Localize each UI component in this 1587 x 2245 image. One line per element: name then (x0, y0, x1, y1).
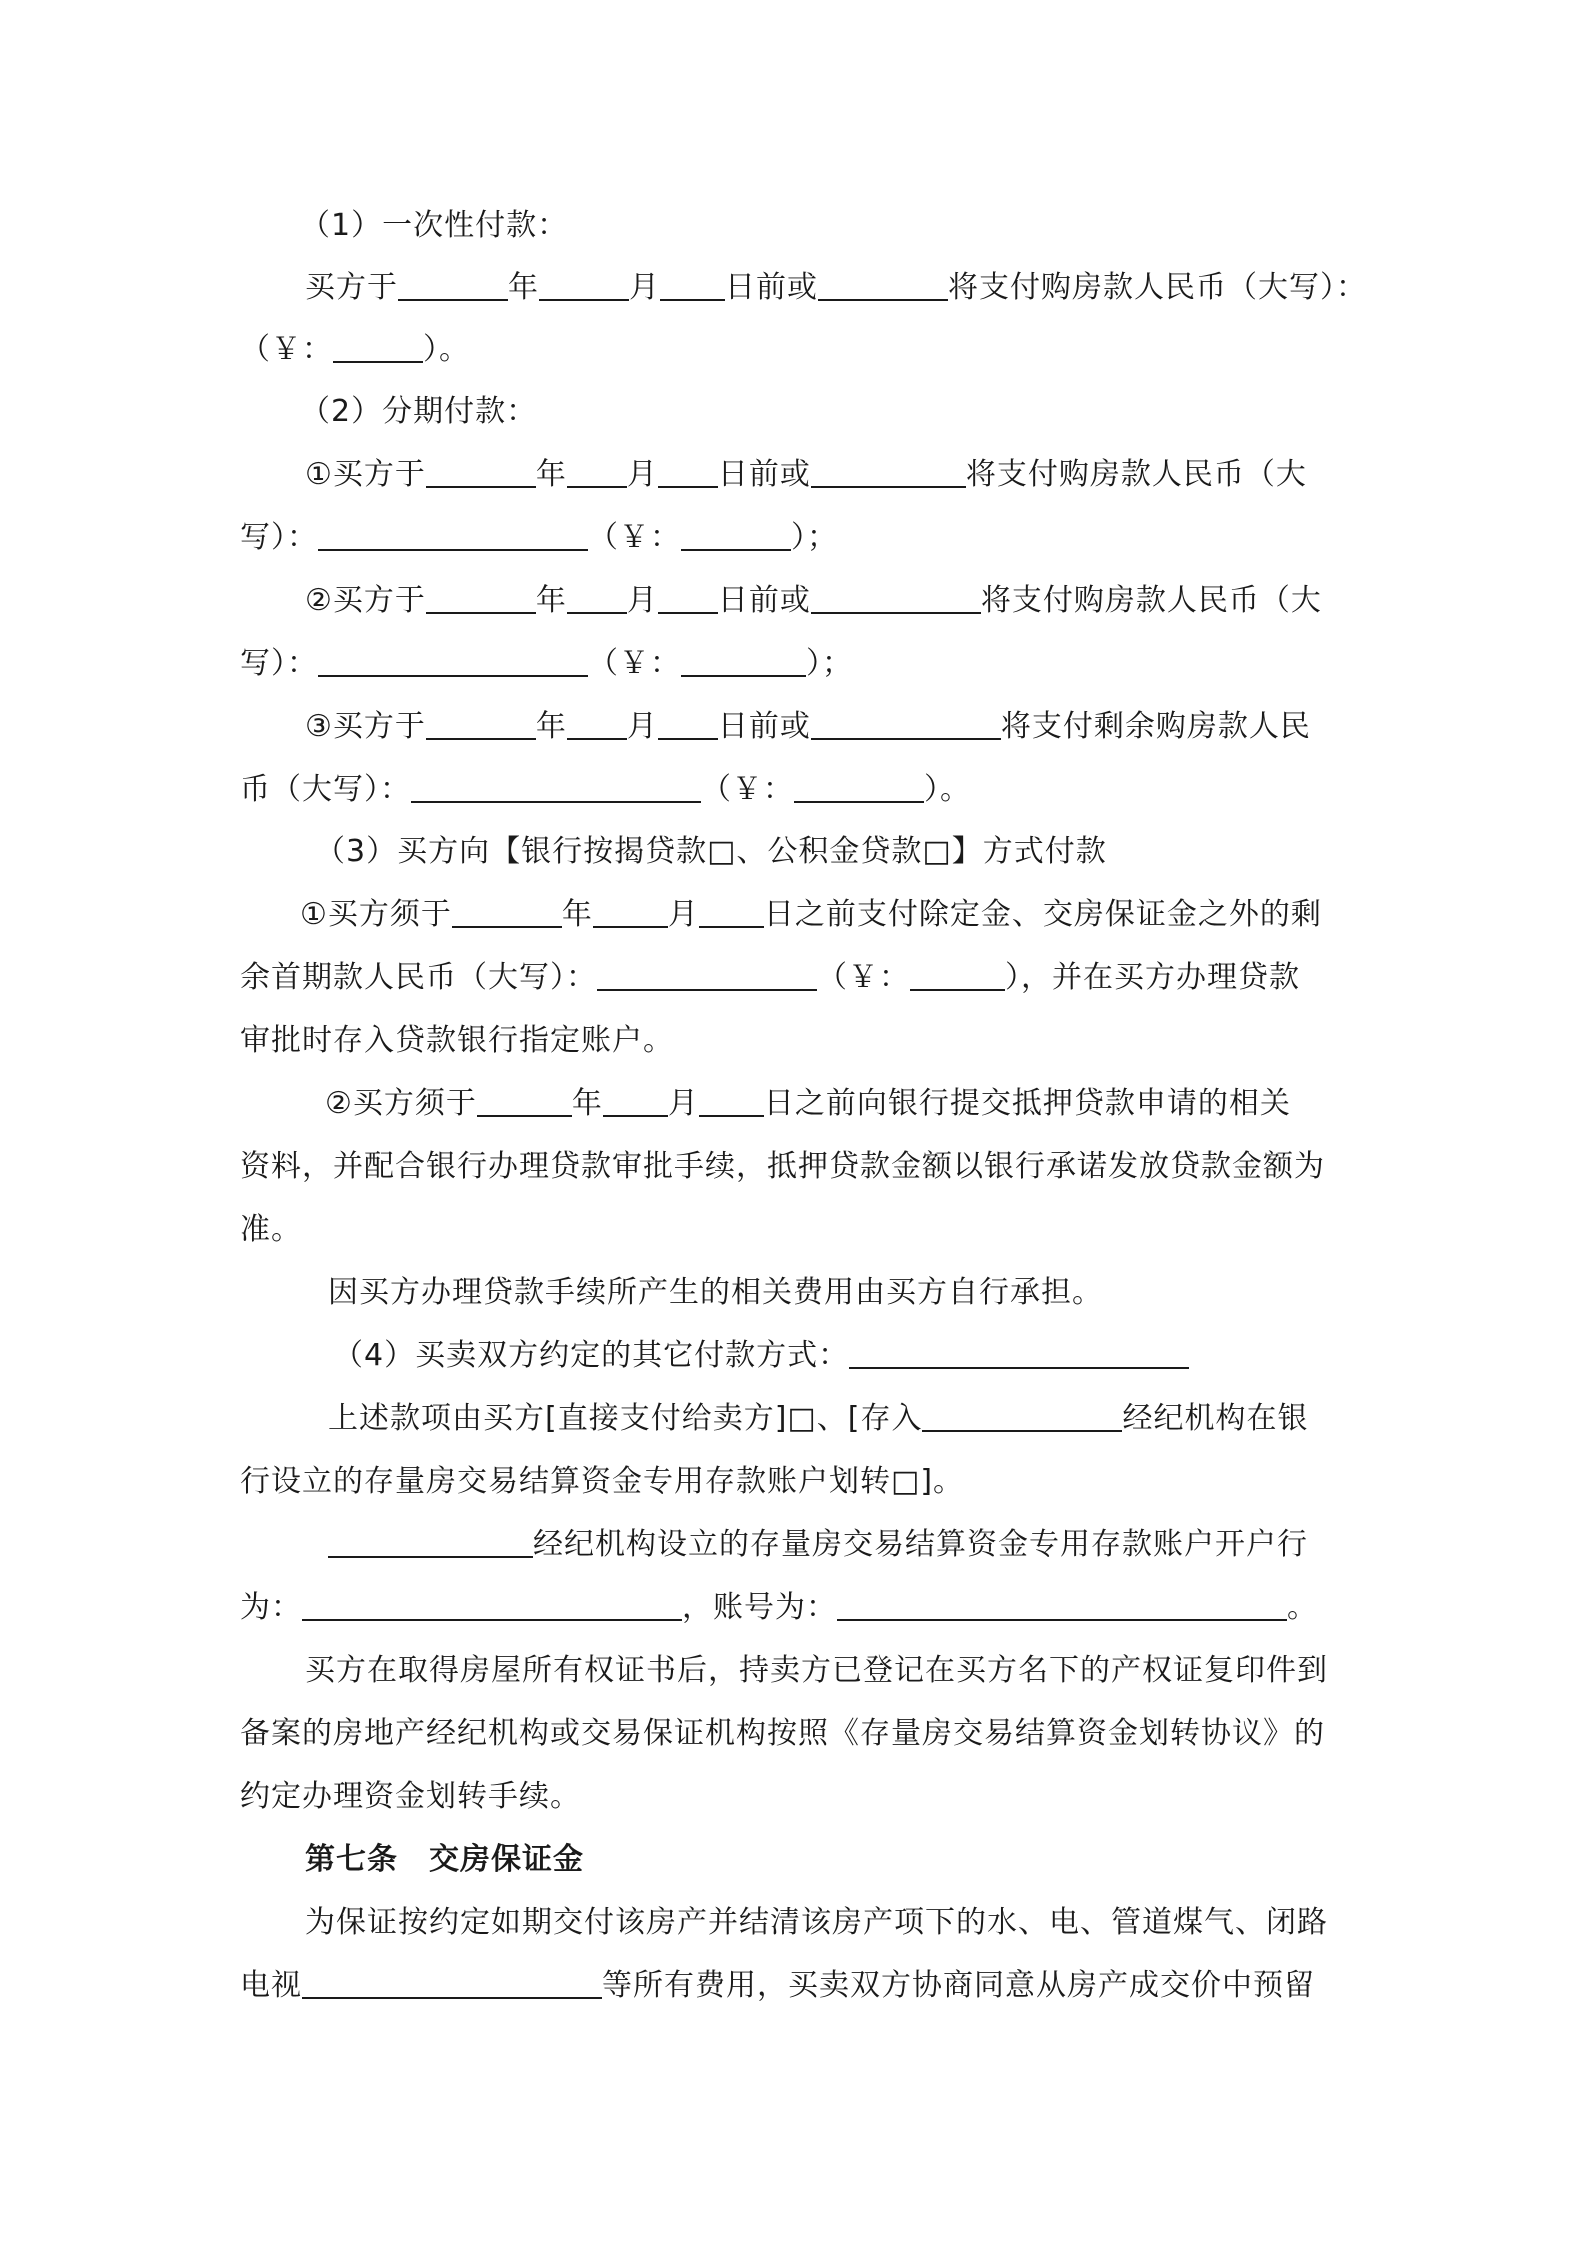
blank-field[interactable] (452, 896, 562, 928)
blank-field[interactable] (818, 269, 948, 301)
article-7-line-1 (305, 1903, 1420, 1943)
text: 审批时存入贷款银行指定账户。 (240, 1023, 674, 1058)
text: ，账号为： (682, 1590, 837, 1625)
text: 月 (626, 583, 658, 618)
text: （4）买卖双方约定的其它付款方式： (333, 1338, 850, 1373)
text: 币（大写）： (240, 772, 411, 807)
text: 月 (629, 270, 660, 305)
text: 日之前支付除定金、交房保证金之外的剩 (763, 897, 1322, 932)
section-1-label (300, 206, 1415, 246)
section-1-line-2 (240, 330, 1355, 370)
text: 写）： (240, 646, 318, 681)
blank-field[interactable] (658, 582, 718, 614)
text: ①买方于 (305, 457, 426, 492)
installment-1-line-1 (305, 455, 1420, 495)
blank-field[interactable] (658, 708, 718, 740)
article-7-line-2 (240, 1966, 1355, 2006)
blank-field[interactable] (681, 645, 806, 677)
text: （￥： (588, 520, 681, 555)
blank-field[interactable] (597, 959, 817, 991)
blank-field[interactable] (922, 1400, 1122, 1432)
text: （￥： (588, 646, 681, 681)
text: 日前或 (717, 583, 811, 618)
loan-fee-line (328, 1273, 1443, 1313)
text: ）； (791, 520, 838, 555)
section-1-line-1 (305, 268, 1420, 308)
text: 经纪机构在银 (1122, 1401, 1309, 1436)
blank-field[interactable] (699, 1085, 764, 1117)
text: ），并在买方办理贷款 (1005, 960, 1300, 995)
article-7-title (305, 1840, 1420, 1880)
text: 买方于 (305, 270, 398, 305)
text: 日前或 (717, 457, 811, 492)
blank-field[interactable] (658, 456, 718, 488)
text: 第七条 交房保证金 (305, 1842, 584, 1877)
blank-field[interactable] (426, 708, 536, 740)
blank-field[interactable] (318, 519, 588, 551)
blank-field[interactable] (426, 456, 536, 488)
text: 将支付购房款人民币（大写）： (948, 270, 1367, 305)
blank-field[interactable] (593, 896, 668, 928)
installment-3-line-2 (240, 770, 1355, 810)
text: （2）分期付款： (300, 394, 538, 429)
blank-field[interactable] (477, 1085, 572, 1117)
text: 月 (667, 1086, 699, 1121)
text: 为： (240, 1590, 302, 1625)
loan-2-line-1 (325, 1084, 1440, 1124)
text: 年 (561, 897, 593, 932)
text: ②买方须于 (325, 1086, 477, 1121)
text: 准。 (240, 1212, 302, 1247)
text: （￥： (701, 772, 794, 807)
text: （3）买方向【银行按揭贷款□、公积金贷款□】方式付款 (315, 834, 1107, 869)
text: 余首期款人民币（大写）： (240, 960, 597, 995)
text: 年 (535, 709, 567, 744)
blank-field[interactable] (567, 456, 627, 488)
installment-3-line-1 (305, 707, 1420, 747)
loan-2-line-3 (240, 1210, 1355, 1250)
text: ）。 (423, 332, 470, 367)
text: （1）一次性付款： (300, 208, 569, 243)
transfer-line-2 (240, 1714, 1355, 1754)
section-4-line (333, 1336, 1448, 1376)
blank-field[interactable] (567, 582, 627, 614)
loan-2-line-2 (240, 1147, 1355, 1187)
blank-field[interactable] (398, 269, 508, 301)
blank-field[interactable] (811, 456, 966, 488)
text: ③买方于 (305, 709, 426, 744)
blank-field[interactable] (837, 1589, 1287, 1621)
blank-field[interactable] (681, 519, 791, 551)
text: 年 (535, 583, 567, 618)
text: （￥： (240, 332, 333, 367)
blank-field[interactable] (539, 269, 629, 301)
text: 日前或 (725, 270, 818, 305)
blank-field[interactable] (910, 959, 1005, 991)
text: 月 (626, 709, 658, 744)
text: 日之前向银行提交抵押贷款申请的相关 (763, 1086, 1291, 1121)
text: 将支付剩余购房款人民 (1000, 709, 1311, 744)
text: ①买方须于 (300, 897, 452, 932)
text: 备案的房地产经纪机构或交易保证机构按照《存量房交易结算资金划转协议》的 (240, 1716, 1325, 1751)
loan-1-line-2 (240, 958, 1355, 998)
blank-field[interactable] (660, 269, 725, 301)
blank-field[interactable] (603, 1085, 668, 1117)
text: 将支付购房款人民币（大 (965, 457, 1307, 492)
account-line-1 (328, 1399, 1443, 1439)
text: 电视 (240, 1968, 302, 2003)
blank-field[interactable] (426, 582, 536, 614)
installment-2-line-1 (305, 581, 1420, 621)
text: 月 (626, 457, 658, 492)
text: 日前或 (717, 709, 811, 744)
text: 经纪机构设立的存量房交易结算资金专用存款账户开户行 (533, 1527, 1308, 1562)
text: 行设立的存量房交易结算资金专用存款账户划转□]。 (240, 1464, 965, 1499)
section-3-label (315, 832, 1430, 872)
account-line-2 (240, 1462, 1355, 1502)
text: 因买方办理贷款手续所产生的相关费用由买方自行承担。 (328, 1275, 1103, 1310)
section-2-label (300, 392, 1415, 432)
blank-field[interactable] (849, 1337, 1189, 1369)
blank-field[interactable] (333, 331, 423, 363)
text: 写）： (240, 520, 318, 555)
blank-field[interactable] (302, 1967, 602, 1999)
loan-1-line-1 (300, 895, 1415, 935)
blank-field[interactable] (811, 708, 1001, 740)
blank-field[interactable] (302, 1589, 682, 1621)
text: 等所有费用，买卖双方协商同意从房产成交价中预留 (602, 1968, 1315, 2003)
blank-field[interactable] (318, 645, 588, 677)
text: ）； (806, 646, 853, 681)
text: 年 (508, 270, 539, 305)
text: 年 (571, 1086, 603, 1121)
installment-1-line-2 (240, 518, 1355, 558)
blank-field[interactable] (567, 708, 627, 740)
text: 。 (1287, 1590, 1318, 1625)
text: （￥： (817, 960, 910, 995)
text: ②买方于 (305, 583, 426, 618)
blank-field[interactable] (811, 582, 981, 614)
blank-field[interactable] (794, 771, 924, 803)
text: 将支付购房款人民币（大 (980, 583, 1322, 618)
text: ）。 (924, 772, 971, 807)
bank-line-1 (328, 1525, 1443, 1565)
installment-2-line-2 (240, 644, 1355, 684)
blank-field[interactable] (699, 896, 764, 928)
text: 年 (535, 457, 567, 492)
transfer-line-3 (240, 1777, 1355, 1817)
bank-line-2 (240, 1588, 1355, 1628)
text: 为保证按约定如期交付该房产并结清该房产项下的水、电、管道煤气、闭路 (305, 1905, 1328, 1940)
blank-field[interactable] (328, 1526, 533, 1558)
loan-1-line-3 (240, 1021, 1355, 1061)
text: 月 (667, 897, 699, 932)
text: 买方在取得房屋所有权证书后，持卖方已登记在买方名下的产权证复印件到 (305, 1653, 1328, 1688)
blank-field[interactable] (411, 771, 701, 803)
text: 资料，并配合银行办理贷款审批手续，抵押贷款金额以银行承诺发放贷款金额为 (240, 1149, 1325, 1184)
transfer-line-1 (305, 1651, 1420, 1691)
text: 约定办理资金划转手续。 (240, 1779, 581, 1814)
text: 上述款项由买方[直接支付给卖方]□、[存入 (328, 1401, 923, 1436)
